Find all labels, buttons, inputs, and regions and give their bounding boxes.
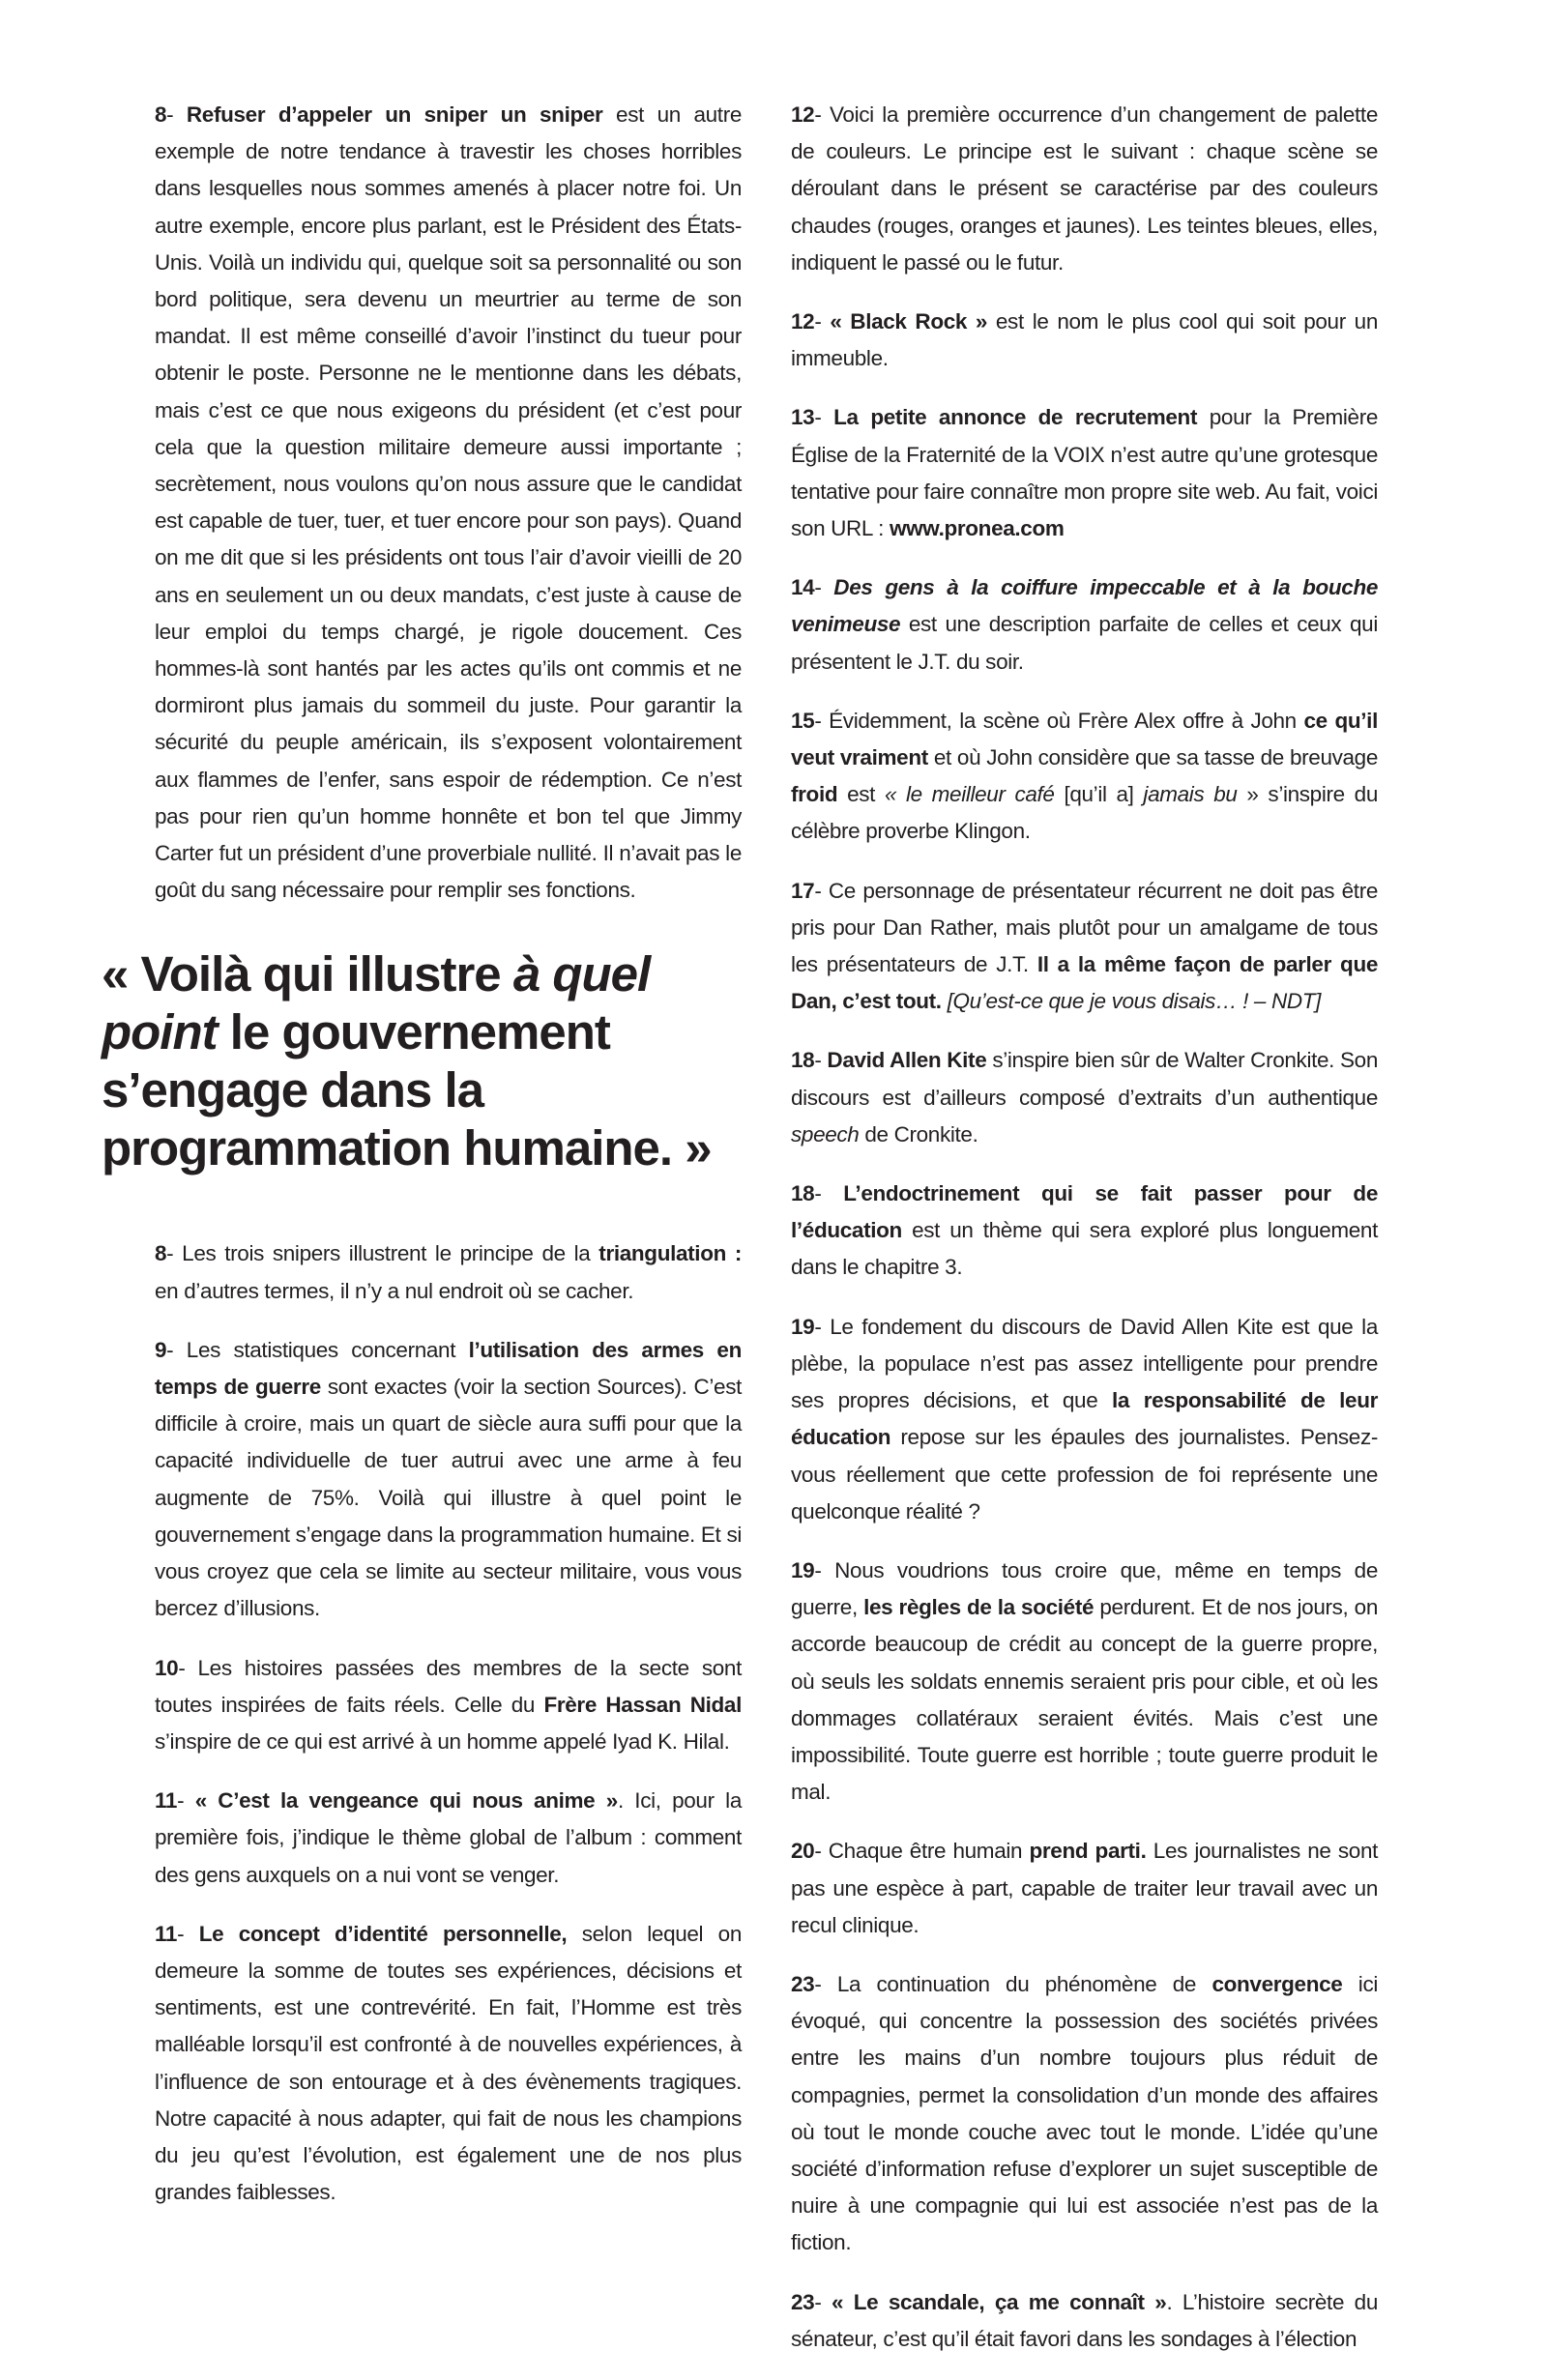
text-run: Le concept d’identité personnelle, <box>198 1921 568 1946</box>
text-run: [Qu’est-ce que je vous disais… ! – NDT] <box>941 989 1322 1014</box>
text-run: - La continuation du phénomène de <box>814 1971 1212 1996</box>
note-17 <box>791 873 1378 1021</box>
note-19-guerre <box>791 1553 1378 1811</box>
text-run: - <box>814 2289 832 2314</box>
note-18-endoctrinement <box>791 1175 1378 1287</box>
note-11-identite <box>155 1916 742 2212</box>
note-23-scandale <box>791 2284 1378 2358</box>
text-run: ici évoqué, qui concentre la possession des sociétés privées entre les mains d’un nombre toujours plus réduit de compagnies, permet la consolidation d’un monde des affaires où tout le monde couche avec tout le monde. L’idée qu’une société d’information refuse d’explorer un sujet susceptible de nuire à une compagnie qui lui est associée n’est pas de la fiction. <box>791 1971 1378 2255</box>
text-run: « C’est la vengeance qui nous anime » <box>194 1788 618 1814</box>
text-run: 23 <box>791 2289 815 2314</box>
text-run: . L’histoire secrète du sénateur, c’est qu’il était favori dans les sondages à l’élection <box>791 2289 1378 2351</box>
note-9 <box>155 1332 742 1628</box>
text-run: triangulation : <box>598 1241 742 1266</box>
text-run: jamais bu <box>1143 782 1238 807</box>
text-run: en d’autres termes, il n’y a nul endroit où se cacher. <box>155 1278 634 1303</box>
text-run: - <box>814 405 834 430</box>
text-run: 19 <box>791 1557 815 1582</box>
text-run: - <box>177 1921 199 1946</box>
text-run: 9 <box>155 1337 167 1362</box>
text-run: Il a la même façon de parler que Dan, c’est tout. <box>791 952 1378 1014</box>
text-run: 10 <box>155 1655 179 1680</box>
text-run: à quel point <box>102 946 651 1060</box>
note-11-vengeance <box>155 1783 742 1894</box>
text-run: 13 <box>791 405 815 430</box>
text-run: - <box>814 1181 844 1206</box>
text-run: est une description parfaite de celles et ceux qui présentent le J.T. du soir. <box>791 612 1378 674</box>
text-run: [qu’il a] <box>1054 782 1144 807</box>
text-run: les règles de la société <box>863 1595 1095 1620</box>
text-run: - Les trois snipers illustrent le principe de la <box>166 1241 599 1266</box>
text-run: ce qu’il veut vraiment <box>791 708 1378 770</box>
text-run: repose sur les épaules des journalistes. Pensez-vous réellement que cette profession de foi représente une quelconque réalité ? <box>791 1425 1378 1524</box>
text-run: - Chaque être humain <box>814 1839 1030 1864</box>
pull-quote <box>102 945 720 1177</box>
text-run: convergence <box>1211 1971 1343 1996</box>
text-run: pour la Première Église de la Fraternité de la VOIX n’est autre qu’une grotesque tentative pour faire connaître mon propre site web. Au fait, voici son URL : <box>791 405 1379 541</box>
text-run: Des gens à la coiffure impeccable et à la bouche venimeuse <box>791 575 1379 637</box>
note-bold: Refuser d’appeler un sniper un sniper <box>186 102 603 127</box>
text-run: s’inspire de ce qui est arrivé à un homme appelé Iyad K. Hilal. <box>155 1728 730 1754</box>
text-run: selon lequel on demeure la somme de toutes ses expériences, décisions et sentiments, est une contrevérité. En fait, l’Homme est très malléable lorsqu’il est confronté à de nouvelles expériences, à l’influence de son entourage et à des évènements tragiques. Notre capacité à nous adapter, qui fait de nous les champions du jeu qu’est l’évolution, est également une de nos plus grandes faiblesses. <box>155 1921 742 2205</box>
text-run: le gouvernement s’engage dans la programmation humaine. » <box>102 1004 712 1176</box>
note-8-lead: 8- Refuser d’appeler un sniper un sniper est un autre exemple de notre tendance à travestir les choses horribles dans lesquelles nous sommes amenés à placer notre foi. Un autre exemple, encore plus parlant, est le Président des États-Unis. Voilà un individu qui, quelque soit sa personnalité ou son bord politique, sera devenu un meurtrier au terme de son mandat. Il est même conseillé d’avoir l’instinct du tueur pour obtenir le poste. Personne ne le mentionne dans les débats, mais c’est ce que nous exigeons du président (et c’est pour cela que la question militaire demeure aussi importante ; secrètement, nous voulons qu’on nous assure que le candidat est capable de tuer, tuer, et tuer encore pour son pays). Quand on me dit que si les présidents ont tous l’air d’avoir vieilli de 20 ans en seulement un ou deux mandats, c’est juste à cause de leur emploi du temps chargé, je rigole doucement. Ces hommes-là sont hantés par les actes qu’ils ont commis et ne dormiront plus jamais du sommeil du juste. Pour garantir la sécurité du peuple américain, ils s’exposent volontairement aux flammes de l’enfer, sans espoir de rédemption. Ce n’est pas pour rien qu’un homme honnête et bon tel que Jimmy Carter fut un président d’une proverbiale nullité. Il n’avait pas le goût du sang nécessaire pour remplir ses fonctions. <box>155 102 743 903</box>
text-run: 14 <box>791 575 815 600</box>
text-run: - Voici la première occurrence d’un changement de palette de couleurs. Le principe est le suivant : chaque scène se déroulant dans le présent se caractérise par des couleurs chaudes (rouges, oranges et jaunes). Les teintes bleues, elles, indiquent le passé ou le futur. <box>791 102 1378 275</box>
note-19-plebe <box>791 1309 1378 1530</box>
left-column <box>102 97 743 2233</box>
text-run: - <box>814 575 834 600</box>
note-23-convergence <box>791 1966 1378 2262</box>
text-run: 8 <box>155 1241 167 1266</box>
text-run: est <box>837 782 885 807</box>
text-run: L’endoctrinement qui se fait passer pour de l’éducation <box>791 1181 1378 1243</box>
text-run: - Nous voudrions tous croire que, même en temps de guerre, <box>791 1557 1378 1620</box>
text-run: l’utilisation des armes en temps de guerre <box>155 1337 742 1400</box>
text-run: - Les histoires passées des membres de la secte sont toutes inspirées de faits réels. Celle du <box>155 1655 742 1717</box>
text-run: est le nom le plus cool qui soit pour un immeuble. <box>791 309 1379 371</box>
note-text: est un autre exemple de notre tendance à travestir les choses horribles dans lesquelles nous sommes amenés à placer notre foi. Un autre exemple, encore plus parlant, est le Président des États-Unis. Voilà un individu qui, quelque soit sa personnalité ou son bord politique, sera devenu un meurtrier au terme de son mandat. Il est même conseillé d’avoir l’instinct du tueur pour obtenir le poste. Personne ne le mentionne dans les débats, mais c’est ce que nous exigeons du président (et c’est pour cela que la question militaire demeure aussi importante ; secrètement, nous voulons qu’on nous assure que le candidat est capable de tuer, tuer, et tuer encore pour son pays). Quand on me dit que si les présidents ont tous l’air d’avoir vieilli de 20 ans en seulement un ou deux mandats, c’est juste à cause de leur emploi du temps chargé, je rigole doucement. Ces hommes-là sont hantés par les actes qu’ils ont commis et ne dormiront plus jamais du sommeil du juste. Pour garantir la sécurité du peuple américain, ils s’exposent volontairement aux flammes de l’enfer, sans espoir de rédemption. Ce n’est pas pour rien qu’un homme honnête et bon tel que Jimmy Carter fut un président d’une proverbiale nullité. Il n’avait pas le goût du sang nécessaire pour remplir ses fonctions. <box>155 102 743 903</box>
text-run: prend parti. <box>1029 1839 1147 1864</box>
text-run: la responsabilité de leur éducation <box>791 1388 1379 1450</box>
text-run: « Black Rock » <box>830 309 988 334</box>
note-15 <box>791 703 1378 851</box>
note-14 <box>791 569 1378 681</box>
text-run: 15 <box>791 708 815 733</box>
text-run: 19 <box>791 1314 815 1339</box>
note-8 <box>155 1235 742 1309</box>
note-12-black-rock <box>791 304 1378 377</box>
text-run: s’inspire bien sûr de Walter Cronkite. Son discours est d’ailleurs composé d’extraits d’un authentique <box>791 1048 1378 1110</box>
text-run: 11 <box>155 1921 178 1946</box>
text-run: sont exactes (voir la section Sources). C’est difficile à croire, mais un quart de siècle aura suffi pour que la capacité individuelle de tuer autrui avec une arme à feu augmente de 75%. Voilà qui illustre à quel point le gouvernement s’engage dans la programmation humaine. Et si vous croyez que cela se limite au secteur militaire, vous vous bercez d’illusions. <box>155 1375 742 1621</box>
note-18-kite <box>791 1042 1378 1153</box>
text-run: de Cronkite. <box>859 1121 978 1146</box>
text-run: David Allen Kite <box>827 1048 987 1073</box>
text-run: et où John considère que sa tasse de breuvage <box>927 745 1378 770</box>
right-column <box>791 97 1378 2380</box>
note-10 <box>155 1650 742 1761</box>
text-run: » s’inspire du célèbre proverbe Klingon. <box>791 782 1378 844</box>
text-run: « le meilleur café <box>884 782 1055 807</box>
text-run: La petite annonce de recrutement <box>833 405 1198 430</box>
text-run: - Ce personnage de présentateur récurrent ne doit pas être pris pour Dan Rather, mais plutôt pour un amalgame de tous les présentateurs de J.T. <box>791 878 1378 977</box>
text-run: 20 <box>791 1839 815 1864</box>
text-run: froid <box>791 782 838 807</box>
text-run: - <box>814 309 831 334</box>
text-run: « Voilà qui illustre <box>102 946 513 1002</box>
text-run: - <box>814 1048 828 1073</box>
note-12-palette <box>791 97 1378 281</box>
text-run: « Le scandale, ça me connaît » <box>832 2289 1167 2314</box>
text-run: Les journalistes ne sont pas une espèce à part, capable de traiter leur travail avec un recul clinique. <box>791 1839 1379 1937</box>
text-run: speech <box>791 1121 860 1146</box>
text-run: - Le fondement du discours de David Allen Kite est que la plèbe, la populace n’est pas assez intelligente pour prendre ses propres décisions, et que <box>791 1314 1378 1413</box>
text-run: - Évidemment, la scène où Frère Alex offre à John <box>814 708 1304 733</box>
text-run: 12 <box>791 102 815 127</box>
text-run: 18 <box>791 1048 815 1073</box>
text-run: Frère Hassan Nidal <box>543 1692 742 1717</box>
text-run: - Les statistiques concernant <box>166 1337 469 1362</box>
text-run: . Ici, pour la première fois, j’indique le thème global de l’album : comment des gens auxquels on a nui vont se venger. <box>155 1788 742 1887</box>
text-run: 23 <box>791 1971 815 1996</box>
text-run: - <box>177 1788 195 1814</box>
note-number: 8 <box>155 102 167 127</box>
text-run: 11 <box>155 1788 178 1814</box>
text-run: 12 <box>791 309 815 334</box>
website-link[interactable]: www.pronea.com <box>889 516 1065 541</box>
note-20 <box>791 1833 1378 1944</box>
note-13 <box>791 399 1378 547</box>
text-run: est un thème qui sera exploré plus longuement dans le chapitre 3. <box>791 1218 1378 1280</box>
text-run: 17 <box>791 878 815 903</box>
text-run: 18 <box>791 1181 815 1206</box>
text-run: perdurent. Et de nos jours, on accorde beaucoup de crédit au concept de la guerre propre, où seuls les soldats ennemis seraient pris pour cible, et où les dommages collatéraux seraient évités. Mais c’est une impossibilité. Toute guerre est horrible ; toute guerre produit le mal. <box>791 1595 1378 1805</box>
